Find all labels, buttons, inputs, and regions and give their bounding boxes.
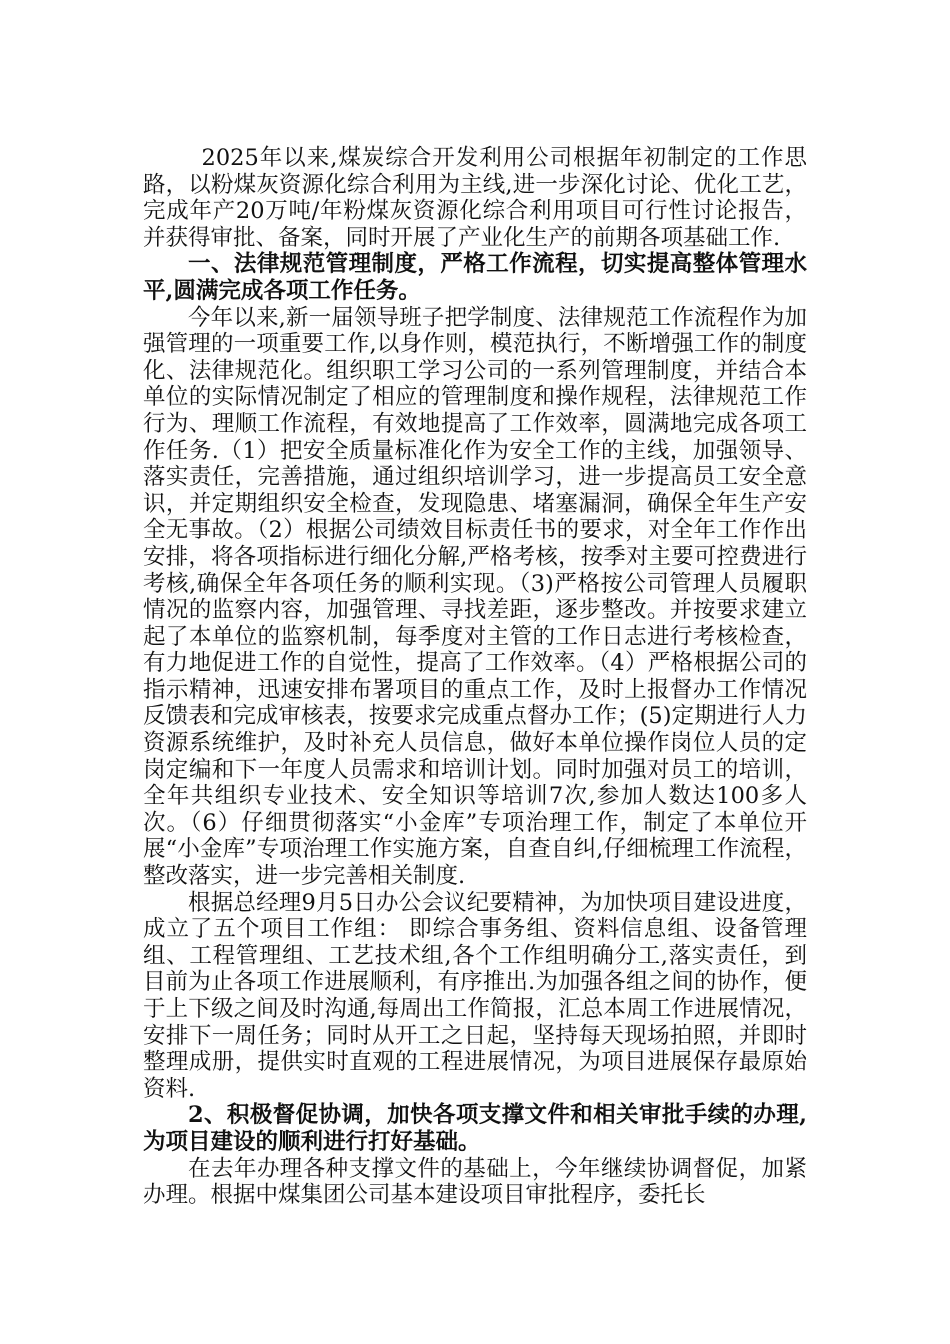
- section-heading-2: 2、积极督促协调，加快各项支撑文件和相关审批手续的办理,为项目建设的顺利进行打好基础。: [143, 1102, 807, 1155]
- intro-paragraph: 2025年以来,煤炭综合开发利用公司根据年初制定的工作思路，以粉煤灰资源化综合利用为主线,进一步深化讨论、优化工艺，完成年产20万吨/年粉煤灰资源化综合利用项目可行性讨论报告，并获得审批、备案，同时开展了产业化生产的前期各项基础工作.: [143, 145, 807, 251]
- body-paragraph-approvals: 在去年办理各种支撑文件的基础上，今年继续协调督促，加紧办理。根据中煤集团公司基本建设项目审批程序，委托长: [143, 1155, 807, 1209]
- body-paragraph-project-groups: 根据总经理9月5日办公会议纪要精神，为加快项目建设进度，成立了五个项目工作组： 即综合事务组、资料信息组、设备管理组、工程管理组、工艺技术组,各个工作组明确分工,落实责任，到目前为止各项工作进展顺利，有序推出.为加强各组之间的协作，便于上下级之间及时沟通,每周出工作简报，汇总本周工作进展情况，安排下一周任务；同时从开工之日起，坚持每天现场拍照，并即时整理成册，提供实时直观的工程进展情况，为项目进展保存最原始资料.: [143, 889, 807, 1102]
- document-body: [143, 145, 807, 1209]
- section-heading-1: 一、法律规范管理制度，严格工作流程，切实提高整体管理水平,圆满完成各项工作任务。: [143, 251, 807, 304]
- body-paragraph-management: 今年以来,新一届领导班子把学制度、法律规范工作流程作为加强管理的一项重要工作,以身作则，模范执行，不断增强工作的制度化、法律规范化。组织职工学习公司的一系列管理制度，并结合本单位的实际情况制定了相应的管理制度和操作规程，法律规范工作行为、理顺工作流程，有效地提高了工作效率，圆满地完成各项工作任务.（1）把安全质量标准化作为安全工作的主线，加强领导、落实责任，完善措施，通过组织培训学习，进一步提高员工安全意识，并定期组织安全检查，发现隐患、堵塞漏洞，确保全年生产安全无事故。（2）根据公司绩效目标责任书的要求，对全年工作作出安排，将各项指标进行细化分解,严格考核，按季对主要可控费进行考核,确保全年各项任务的顺利实现。（3)严格按公司管理人员履职情况的监察内容，加强管理、寻找差距，逐步整改。并按要求建立起了本单位的监察机制，每季度对主管的工作日志进行考核检查，有力地促进工作的自觉性，提高了工作效率。（4）严格根据公司的指示精神，迅速安排布署项目的重点工作，及时上报督办工作情况反馈表和完成审核表，按要求完成重点督办工作；(5)定期进行人力资源系统维护，及时补充人员信息，做好本单位操作岗位人员的定岗定编和下一年度人员需求和培训计划。同时加强对员工的培训，全年共组织专业技术、安全知识等培训7次,参加人数达100多人次。（6）仔细贯彻落实“小金库”专项治理工作，制定了本单位开展“小金库”专项治理工作实施方案，自查自纠,仔细梳理工作流程，整改落实，进一步完善相关制度.: [143, 304, 807, 890]
